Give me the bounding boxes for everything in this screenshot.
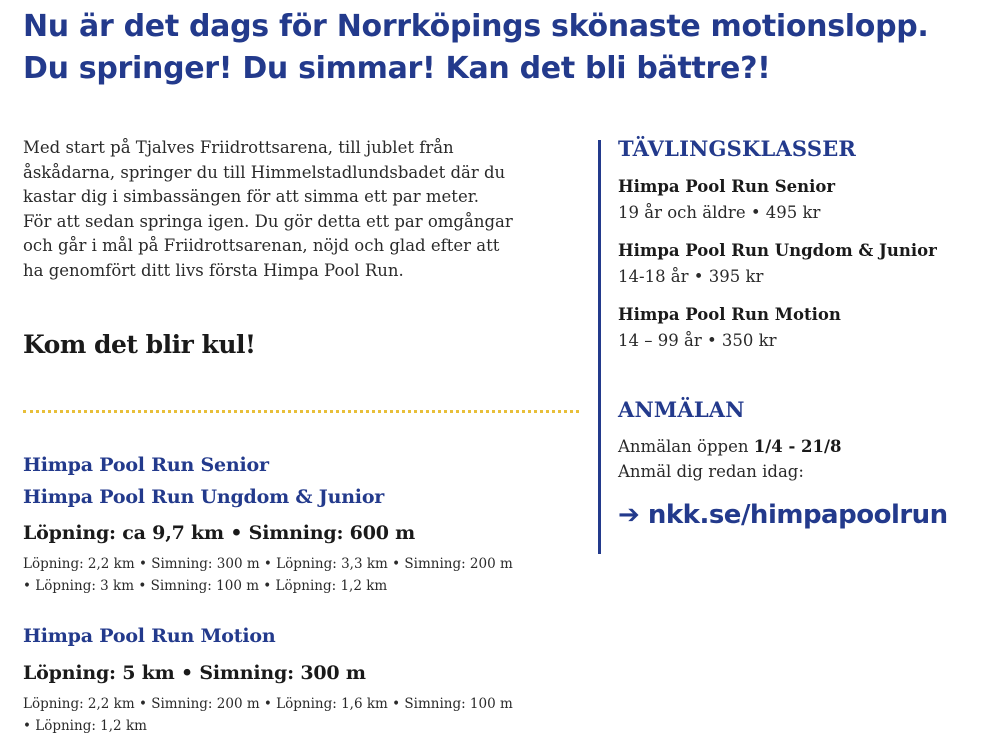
race-detail-senior-junior: Löpning: 2,2 km • Simning: 300 m • Löpning: 3,3 km • Simning: 200 m [23, 556, 513, 572]
registration-link[interactable] [618, 500, 948, 530]
race-detail-motion-cont: • Löpning: 1,2 km [23, 718, 147, 734]
intro-line: Med start på Tjalves Friidrottsarena, till jublet från [23, 138, 454, 157]
headline-line-1: Nu är det dags för Norrköpings skönaste motionslopp. [23, 9, 929, 44]
race-detail-motion: Löpning: 2,2 km • Simning: 200 m • Löpning: 1,6 km • Simning: 100 m [23, 696, 513, 712]
race-detail-senior-junior-cont: • Löpning: 3 km • Simning: 100 m • Löpning: 1,2 km [23, 578, 388, 594]
intro-line: För att sedan springa igen. Du gör detta ett par omgångar [23, 211, 513, 231]
class-name-motion: Himpa Pool Run Motion [618, 305, 841, 324]
race-title-motion: Himpa Pool Run Motion [23, 625, 276, 647]
registration-prompt: Anmäl dig redan idag: [618, 462, 804, 481]
intro-line: och går i mål på Friidrottsarenan, nöjd och glad efter att [23, 236, 500, 255]
registration-open [618, 437, 842, 456]
race-distance-senior-junior: Löpning: ca 9,7 km • Simning: 600 m [23, 522, 416, 544]
intro-paragraph [23, 136, 583, 283]
race-distance-motion: Löpning: 5 km • Simning: 300 m [23, 662, 366, 684]
arrow-right-icon: ➔ [618, 500, 640, 530]
registration-heading: ANMÄLAN [618, 397, 745, 422]
class-name-senior: Himpa Pool Run Senior [618, 177, 836, 196]
vertical-divider [598, 140, 601, 554]
class-info-junior: 14-18 år • 395 kr [618, 267, 764, 286]
intro-line: åskådarna, springer du till Himmelstadlundsbadet där du [23, 162, 506, 182]
registration-dates: 1/4 - 21/8 [753, 437, 842, 456]
dotted-divider [23, 410, 579, 413]
class-info-motion: 14 – 99 år • 350 kr [618, 331, 777, 350]
registration-link-text: nkk.se/himpapoolrun [647, 500, 948, 530]
classes-heading: TÄVLINGSKLASSER [618, 136, 857, 161]
intro-line: ha genomfört ditt livs första Himpa Pool Run. [23, 260, 404, 280]
registration-section [618, 397, 988, 422]
race-title-junior: Himpa Pool Run Ungdom & Junior [23, 486, 385, 508]
call-to-action: Kom det blir kul! [23, 330, 256, 359]
class-info-senior: 19 år och äldre • 495 kr [618, 203, 821, 222]
class-name-junior: Himpa Pool Run Ungdom & Junior [618, 241, 937, 260]
race-title-senior: Himpa Pool Run Senior [23, 454, 269, 476]
registration-open-label: Anmälan öppen [618, 437, 754, 456]
intro-line: kastar dig i simbassängen för att simma ett par meter. [23, 187, 480, 206]
headline-line-2: Du springer! Du simmar! Kan det bli bättre?! [23, 51, 771, 86]
classes-section [618, 136, 988, 161]
headline [23, 6, 983, 90]
